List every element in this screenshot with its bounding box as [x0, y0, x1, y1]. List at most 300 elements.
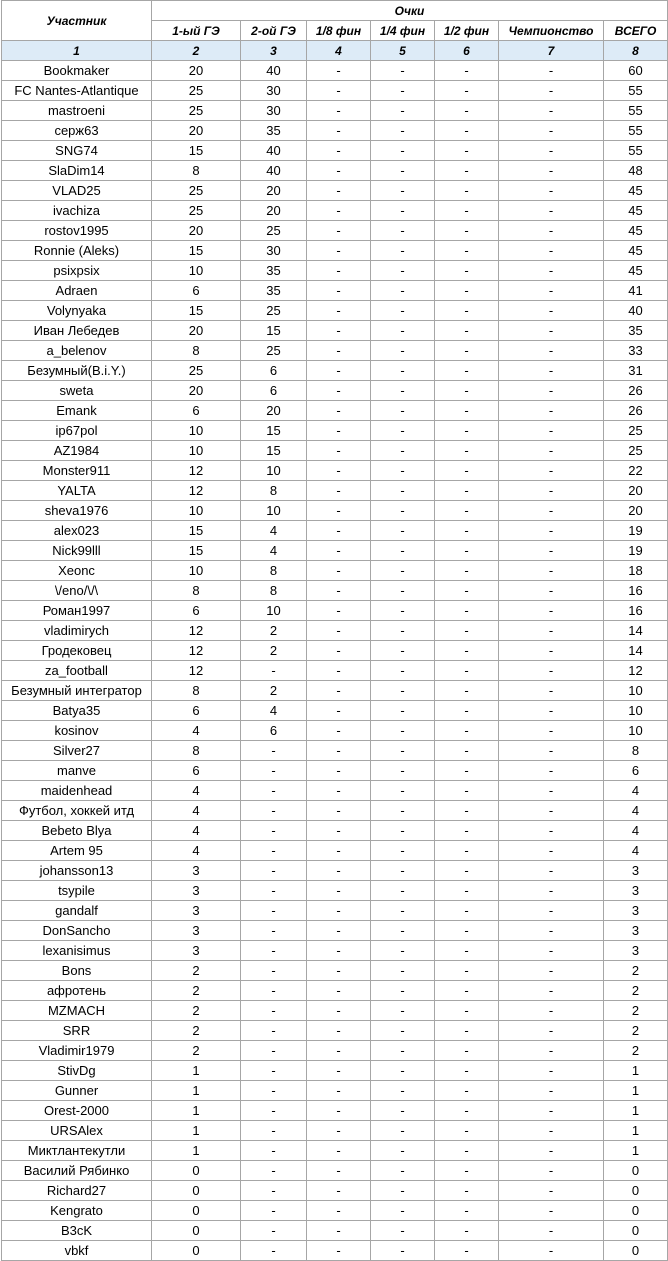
table-row [2, 601, 668, 621]
group-stage-1-points: 0 [152, 1221, 241, 1241]
quarter-final-points: - [371, 101, 435, 121]
championship-points: - [499, 541, 604, 561]
round-of-16-points: - [307, 1141, 371, 1161]
championship-points: - [499, 801, 604, 821]
group-stage-2-points: 40 [241, 141, 307, 161]
round-of-16-points: - [307, 1001, 371, 1021]
round-of-16-points: - [307, 721, 371, 741]
round-of-16-points: - [307, 601, 371, 621]
participant-name: tsypile [2, 881, 152, 901]
semi-final-points: - [435, 961, 499, 981]
col-header-group-stage-2: 2-ой ГЭ [241, 21, 307, 41]
total-points: 2 [604, 981, 668, 1001]
table-row [2, 901, 668, 921]
group-stage-1-points: 6 [152, 701, 241, 721]
quarter-final-points: - [371, 281, 435, 301]
round-of-16-points: - [307, 661, 371, 681]
round-of-16-points: - [307, 121, 371, 141]
group-stage-2-points: 35 [241, 281, 307, 301]
quarter-final-points: - [371, 361, 435, 381]
participant-name: Гродековец [2, 641, 152, 661]
group-stage-1-points: 3 [152, 921, 241, 941]
total-points: 26 [604, 381, 668, 401]
participant-name: Volynyaka [2, 301, 152, 321]
semi-final-points: - [435, 161, 499, 181]
championship-points: - [499, 761, 604, 781]
round-of-16-points: - [307, 101, 371, 121]
round-of-16-points: - [307, 1241, 371, 1261]
quarter-final-points: - [371, 421, 435, 441]
table-row [2, 401, 668, 421]
semi-final-points: - [435, 501, 499, 521]
participant-name: Bons [2, 961, 152, 981]
table-row [2, 161, 668, 181]
participant-name: vladimirych [2, 621, 152, 641]
table-row [2, 761, 668, 781]
quarter-final-points: - [371, 201, 435, 221]
group-stage-1-points: 3 [152, 861, 241, 881]
quarter-final-points: - [371, 581, 435, 601]
championship-points: - [499, 201, 604, 221]
group-stage-2-points: 30 [241, 101, 307, 121]
quarter-final-points: - [371, 681, 435, 701]
semi-final-points: - [435, 841, 499, 861]
championship-points: - [499, 1181, 604, 1201]
group-stage-1-points: 2 [152, 1001, 241, 1021]
participant-name: maidenhead [2, 781, 152, 801]
semi-final-points: - [435, 481, 499, 501]
total-points: 16 [604, 581, 668, 601]
group-stage-2-points: 10 [241, 501, 307, 521]
championship-points: - [499, 441, 604, 461]
group-stage-2-points: 8 [241, 581, 307, 601]
total-points: 0 [604, 1181, 668, 1201]
participant-name: rostov1995 [2, 221, 152, 241]
quarter-final-points: - [371, 441, 435, 461]
round-of-16-points: - [307, 521, 371, 541]
quarter-final-points: - [371, 341, 435, 361]
col-header-total: ВСЕГО [604, 21, 668, 41]
participant-name: sheva1976 [2, 501, 152, 521]
round-of-16-points: - [307, 1181, 371, 1201]
semi-final-points: - [435, 1161, 499, 1181]
group-stage-2-points: 2 [241, 621, 307, 641]
total-points: 60 [604, 61, 668, 81]
group-stage-1-points: 6 [152, 281, 241, 301]
semi-final-points: - [435, 301, 499, 321]
quarter-final-points: - [371, 1121, 435, 1141]
quarter-final-points: - [371, 381, 435, 401]
championship-points: - [499, 581, 604, 601]
table-row [2, 181, 668, 201]
standings-table [1, 0, 668, 1261]
table-row [2, 981, 668, 1001]
semi-final-points: - [435, 1181, 499, 1201]
quarter-final-points: - [371, 621, 435, 641]
quarter-final-points: - [371, 1201, 435, 1221]
group-stage-2-points: 25 [241, 221, 307, 241]
semi-final-points: - [435, 561, 499, 581]
quarter-final-points: - [371, 1081, 435, 1101]
participant-name: kosinov [2, 721, 152, 741]
championship-points: - [499, 1121, 604, 1141]
championship-points: - [499, 1201, 604, 1221]
total-points: 14 [604, 621, 668, 641]
championship-points: - [499, 1161, 604, 1181]
semi-final-points: - [435, 1041, 499, 1061]
total-points: 0 [604, 1201, 668, 1221]
round-of-16-points: - [307, 241, 371, 261]
championship-points: - [499, 1021, 604, 1041]
quarter-final-points: - [371, 981, 435, 1001]
group-stage-1-points: 20 [152, 381, 241, 401]
participant-name: Миктлантекутли [2, 1141, 152, 1161]
total-points: 3 [604, 941, 668, 961]
quarter-final-points: - [371, 1141, 435, 1161]
semi-final-points: - [435, 381, 499, 401]
semi-final-points: - [435, 901, 499, 921]
total-points: 45 [604, 201, 668, 221]
semi-final-points: - [435, 921, 499, 941]
championship-points: - [499, 1081, 604, 1101]
round-of-16-points: - [307, 1121, 371, 1141]
table-row [2, 961, 668, 981]
table-row [2, 441, 668, 461]
semi-final-points: - [435, 1101, 499, 1121]
championship-points: - [499, 521, 604, 541]
semi-final-points: - [435, 141, 499, 161]
table-row [2, 81, 668, 101]
group-stage-1-points: 2 [152, 1041, 241, 1061]
quarter-final-points: - [371, 161, 435, 181]
championship-points: - [499, 261, 604, 281]
championship-points: - [499, 321, 604, 341]
participant-name: johansson13 [2, 861, 152, 881]
semi-final-points: - [435, 641, 499, 661]
quarter-final-points: - [371, 801, 435, 821]
participant-name: Gunner [2, 1081, 152, 1101]
group-stage-1-points: 10 [152, 441, 241, 461]
group-stage-2-points: - [241, 1101, 307, 1121]
participant-header: Участник [2, 1, 152, 41]
total-points: 45 [604, 181, 668, 201]
championship-points: - [499, 621, 604, 641]
participant-name: SNG74 [2, 141, 152, 161]
quarter-final-points: - [371, 541, 435, 561]
group-stage-2-points: - [241, 1021, 307, 1041]
group-stage-1-points: 2 [152, 961, 241, 981]
group-stage-2-points: 4 [241, 701, 307, 721]
participant-name: YALTA [2, 481, 152, 501]
total-points: 26 [604, 401, 668, 421]
group-stage-1-points: 10 [152, 261, 241, 281]
championship-points: - [499, 301, 604, 321]
participant-name: Artem 95 [2, 841, 152, 861]
round-of-16-points: - [307, 801, 371, 821]
group-stage-2-points: 20 [241, 201, 307, 221]
group-stage-2-points: 20 [241, 181, 307, 201]
table-row [2, 261, 668, 281]
quarter-final-points: - [371, 601, 435, 621]
round-of-16-points: - [307, 181, 371, 201]
championship-points: - [499, 161, 604, 181]
championship-points: - [499, 61, 604, 81]
championship-points: - [499, 1221, 604, 1241]
semi-final-points: - [435, 181, 499, 201]
total-points: 16 [604, 601, 668, 621]
quarter-final-points: - [371, 61, 435, 81]
group-stage-2-points: - [241, 1061, 307, 1081]
group-stage-1-points: 10 [152, 561, 241, 581]
table-row [2, 341, 668, 361]
group-stage-2-points: 10 [241, 461, 307, 481]
championship-points: - [499, 501, 604, 521]
quarter-final-points: - [371, 501, 435, 521]
group-stage-2-points: 15 [241, 441, 307, 461]
group-stage-2-points: - [241, 1221, 307, 1241]
round-of-16-points: - [307, 481, 371, 501]
table-row [2, 701, 668, 721]
quarter-final-points: - [371, 861, 435, 881]
group-stage-2-points: - [241, 941, 307, 961]
championship-points: - [499, 841, 604, 861]
quarter-final-points: - [371, 821, 435, 841]
group-stage-2-points: 6 [241, 381, 307, 401]
group-stage-1-points: 6 [152, 761, 241, 781]
group-stage-1-points: 25 [152, 101, 241, 121]
quarter-final-points: - [371, 1241, 435, 1261]
group-stage-1-points: 0 [152, 1161, 241, 1181]
table-row [2, 721, 668, 741]
quarter-final-points: - [371, 941, 435, 961]
table-row [2, 1221, 668, 1241]
participant-name: Роман1997 [2, 601, 152, 621]
points-header: Очки [152, 1, 668, 21]
column-numbers-row [2, 41, 668, 61]
table-row [2, 661, 668, 681]
table-row [2, 881, 668, 901]
total-points: 45 [604, 221, 668, 241]
total-points: 55 [604, 81, 668, 101]
table-row [2, 921, 668, 941]
total-points: 35 [604, 321, 668, 341]
championship-points: - [499, 381, 604, 401]
quarter-final-points: - [371, 321, 435, 341]
group-stage-2-points: 6 [241, 721, 307, 741]
group-stage-2-points: - [241, 981, 307, 1001]
col-header-championship: Чемпионство [499, 21, 604, 41]
group-stage-1-points: 15 [152, 141, 241, 161]
round-of-16-points: - [307, 821, 371, 841]
round-of-16-points: - [307, 421, 371, 441]
group-stage-1-points: 4 [152, 781, 241, 801]
round-of-16-points: - [307, 841, 371, 861]
participant-name: Безумный(B.i.Y.) [2, 361, 152, 381]
total-points: 4 [604, 841, 668, 861]
semi-final-points: - [435, 361, 499, 381]
group-stage-1-points: 8 [152, 581, 241, 601]
participant-name: \/eno/\/\ [2, 581, 152, 601]
quarter-final-points: - [371, 721, 435, 741]
group-stage-2-points: 25 [241, 301, 307, 321]
group-stage-2-points: - [241, 801, 307, 821]
total-points: 6 [604, 761, 668, 781]
semi-final-points: - [435, 1201, 499, 1221]
total-points: 4 [604, 781, 668, 801]
participant-name: Bookmaker [2, 61, 152, 81]
group-stage-1-points: 15 [152, 301, 241, 321]
group-stage-1-points: 10 [152, 501, 241, 521]
group-stage-1-points: 25 [152, 181, 241, 201]
table-row [2, 1101, 668, 1121]
semi-final-points: - [435, 121, 499, 141]
total-points: 14 [604, 641, 668, 661]
championship-points: - [499, 121, 604, 141]
participant-name: Monster911 [2, 461, 152, 481]
semi-final-points: - [435, 341, 499, 361]
semi-final-points: - [435, 241, 499, 261]
col-header-group-stage-1: 1-ый ГЭ [152, 21, 241, 41]
championship-points: - [499, 941, 604, 961]
group-stage-2-points: - [241, 741, 307, 761]
participant-name: lexanisimus [2, 941, 152, 961]
championship-points: - [499, 461, 604, 481]
championship-points: - [499, 181, 604, 201]
semi-final-points: - [435, 781, 499, 801]
group-stage-2-points: 4 [241, 541, 307, 561]
group-stage-2-points: 2 [241, 641, 307, 661]
semi-final-points: - [435, 701, 499, 721]
round-of-16-points: - [307, 701, 371, 721]
total-points: 18 [604, 561, 668, 581]
group-stage-2-points: 10 [241, 601, 307, 621]
table-row [2, 1121, 668, 1141]
group-stage-1-points: 1 [152, 1061, 241, 1081]
round-of-16-points: - [307, 501, 371, 521]
quarter-final-points: - [371, 241, 435, 261]
quarter-final-points: - [371, 481, 435, 501]
participant-name: psixpsix [2, 261, 152, 281]
group-stage-1-points: 1 [152, 1101, 241, 1121]
group-stage-2-points: 40 [241, 161, 307, 181]
table-row [2, 61, 668, 81]
table-row [2, 1041, 668, 1061]
participant-name: StivDg [2, 1061, 152, 1081]
championship-points: - [499, 741, 604, 761]
table-row [2, 1081, 668, 1101]
participant-name: Bebeto Blya [2, 821, 152, 841]
group-stage-2-points: 15 [241, 321, 307, 341]
table-row [2, 581, 668, 601]
total-points: 48 [604, 161, 668, 181]
participant-name: sweta [2, 381, 152, 401]
participant-name: MZMACH [2, 1001, 152, 1021]
total-points: 3 [604, 861, 668, 881]
semi-final-points: - [435, 261, 499, 281]
total-points: 1 [604, 1101, 668, 1121]
group-stage-2-points: 35 [241, 261, 307, 281]
col-header-semi-final: 1/2 фин [435, 21, 499, 41]
group-stage-2-points: - [241, 861, 307, 881]
quarter-final-points: - [371, 301, 435, 321]
group-stage-2-points: 30 [241, 81, 307, 101]
table-row [2, 521, 668, 541]
round-of-16-points: - [307, 901, 371, 921]
participant-name: афротень [2, 981, 152, 1001]
participant-name: FC Nantes-Atlantique [2, 81, 152, 101]
participant-name: B3cK [2, 1221, 152, 1241]
total-points: 2 [604, 1001, 668, 1021]
round-of-16-points: - [307, 441, 371, 461]
round-of-16-points: - [307, 81, 371, 101]
total-points: 2 [604, 1021, 668, 1041]
semi-final-points: - [435, 461, 499, 481]
semi-final-points: - [435, 761, 499, 781]
table-row [2, 461, 668, 481]
semi-final-points: - [435, 1001, 499, 1021]
group-stage-1-points: 15 [152, 241, 241, 261]
quarter-final-points: - [371, 881, 435, 901]
group-stage-2-points: - [241, 1121, 307, 1141]
participant-name: a_belenov [2, 341, 152, 361]
group-stage-1-points: 12 [152, 661, 241, 681]
quarter-final-points: - [371, 1021, 435, 1041]
total-points: 10 [604, 681, 668, 701]
round-of-16-points: - [307, 141, 371, 161]
participant-name: Футбол, хоккей итд [2, 801, 152, 821]
group-stage-1-points: 15 [152, 521, 241, 541]
round-of-16-points: - [307, 1201, 371, 1221]
quarter-final-points: - [371, 761, 435, 781]
championship-points: - [499, 681, 604, 701]
table-row [2, 1141, 668, 1161]
total-points: 1 [604, 1121, 668, 1141]
championship-points: - [499, 981, 604, 1001]
table-row [2, 741, 668, 761]
total-points: 4 [604, 801, 668, 821]
round-of-16-points: - [307, 1221, 371, 1241]
quarter-final-points: - [371, 841, 435, 861]
semi-final-points: - [435, 1021, 499, 1041]
round-of-16-points: - [307, 981, 371, 1001]
participant-name: vbkf [2, 1241, 152, 1261]
quarter-final-points: - [371, 921, 435, 941]
total-points: 3 [604, 901, 668, 921]
round-of-16-points: - [307, 781, 371, 801]
total-points: 19 [604, 521, 668, 541]
round-of-16-points: - [307, 741, 371, 761]
total-points: 25 [604, 421, 668, 441]
round-of-16-points: - [307, 1041, 371, 1061]
championship-points: - [499, 141, 604, 161]
column-number: 5 [371, 41, 435, 61]
group-stage-1-points: 8 [152, 341, 241, 361]
championship-points: - [499, 241, 604, 261]
group-stage-1-points: 1 [152, 1141, 241, 1161]
semi-final-points: - [435, 201, 499, 221]
table-row [2, 221, 668, 241]
total-points: 12 [604, 661, 668, 681]
group-stage-2-points: - [241, 841, 307, 861]
participant-name: Adraen [2, 281, 152, 301]
participant-name: серж63 [2, 121, 152, 141]
group-stage-1-points: 25 [152, 201, 241, 221]
round-of-16-points: - [307, 341, 371, 361]
group-stage-2-points: 8 [241, 481, 307, 501]
semi-final-points: - [435, 581, 499, 601]
table-row [2, 681, 668, 701]
participant-name: Emank [2, 401, 152, 421]
